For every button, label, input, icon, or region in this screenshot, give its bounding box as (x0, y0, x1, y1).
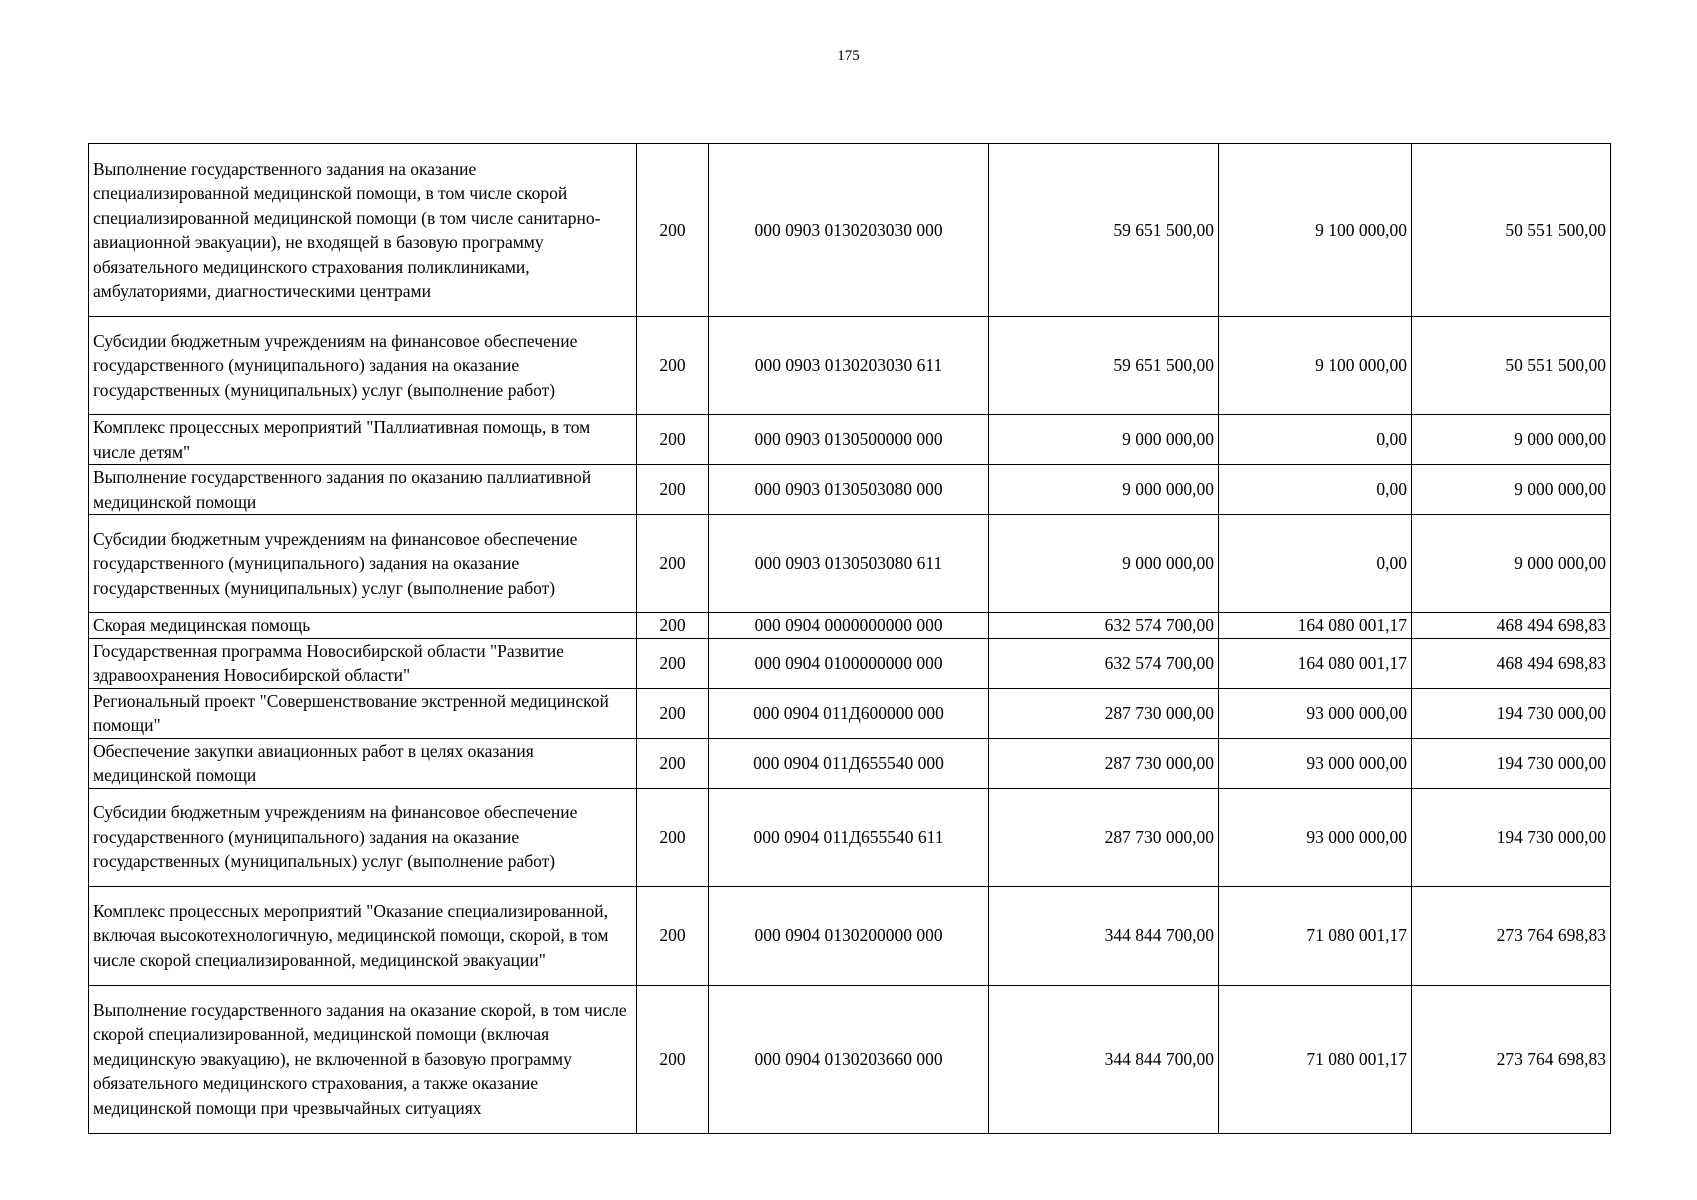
row-code: 200 (637, 738, 709, 788)
table-row (89, 144, 1611, 317)
row-executed: 164 080 001,17 (1219, 638, 1412, 688)
row-name: Скорая медицинская помощь (89, 613, 637, 639)
table-row (89, 638, 1611, 688)
row-unexecuted: 9 000 000,00 (1412, 515, 1611, 613)
table-row (89, 886, 1611, 985)
row-approved: 9 000 000,00 (989, 465, 1219, 515)
row-approved: 344 844 700,00 (989, 886, 1219, 985)
row-kbk: 000 0904 0000000000 000 (709, 613, 989, 639)
row-unexecuted: 273 764 698,83 (1412, 985, 1611, 1133)
row-approved: 9 000 000,00 (989, 515, 1219, 613)
row-unexecuted: 9 000 000,00 (1412, 415, 1611, 465)
row-approved: 632 574 700,00 (989, 638, 1219, 688)
row-executed: 0,00 (1219, 415, 1412, 465)
row-code: 200 (637, 985, 709, 1133)
table-row (89, 738, 1611, 788)
row-approved: 287 730 000,00 (989, 688, 1219, 738)
row-kbk: 000 0903 0130203030 611 (709, 317, 989, 415)
table-row (89, 688, 1611, 738)
row-code: 200 (637, 515, 709, 613)
row-unexecuted: 9 000 000,00 (1412, 465, 1611, 515)
row-unexecuted: 468 494 698,83 (1412, 613, 1611, 639)
row-name: Комплекс процессных мероприятий "Паллиативная помощь, в том числе детям" (89, 415, 637, 465)
row-unexecuted: 50 551 500,00 (1412, 317, 1611, 415)
row-kbk: 000 0904 011Д655540 611 (709, 788, 989, 886)
row-approved: 59 651 500,00 (989, 144, 1219, 317)
row-approved: 344 844 700,00 (989, 985, 1219, 1133)
row-name: Выполнение государственного задания на оказание специализированной медицинской помощи, в том числе скорой специализированной медицинской помощи (в том числе санитарно-авиационной эвакуации), не входящей в базовую программу обязательного медицинского страхования поликлиниками, амбулаториями, диагностическими центрами (89, 144, 637, 317)
table-row (89, 317, 1611, 415)
row-executed: 71 080 001,17 (1219, 985, 1412, 1133)
row-unexecuted: 468 494 698,83 (1412, 638, 1611, 688)
row-name: Выполнение государственного задания по оказанию паллиативной медицинской помощи (89, 465, 637, 515)
row-approved: 59 651 500,00 (989, 317, 1219, 415)
row-kbk: 000 0903 0130203030 000 (709, 144, 989, 317)
table-row (89, 985, 1611, 1133)
row-kbk: 000 0904 0100000000 000 (709, 638, 989, 688)
row-executed: 9 100 000,00 (1219, 317, 1412, 415)
row-unexecuted: 194 730 000,00 (1412, 688, 1611, 738)
row-name: Региональный проект "Совершенствование экстренной медицинской помощи" (89, 688, 637, 738)
row-code: 200 (637, 144, 709, 317)
row-unexecuted: 273 764 698,83 (1412, 886, 1611, 985)
row-executed: 93 000 000,00 (1219, 788, 1412, 886)
row-code: 200 (637, 613, 709, 639)
row-approved: 9 000 000,00 (989, 415, 1219, 465)
row-approved: 287 730 000,00 (989, 738, 1219, 788)
table-row (89, 788, 1611, 886)
row-code: 200 (637, 415, 709, 465)
table-row (89, 515, 1611, 613)
row-code: 200 (637, 465, 709, 515)
table-row (89, 415, 1611, 465)
row-executed: 164 080 001,17 (1219, 613, 1412, 639)
row-name: Субсидии бюджетным учреждениям на финансовое обеспечение государственного (муниципального) задания на оказание государственных (муниципальных) услуг (выполнение работ) (89, 788, 637, 886)
page-number: 175 (837, 48, 860, 64)
row-executed: 93 000 000,00 (1219, 688, 1412, 738)
row-approved: 632 574 700,00 (989, 613, 1219, 639)
row-name: Комплекс процессных мероприятий "Оказание специализированной, включая высокотехнологичную, медицинской помощи, скорой, в том числе скорой специализированной, медицинской эвакуации" (89, 886, 637, 985)
row-executed: 93 000 000,00 (1219, 738, 1412, 788)
row-kbk: 000 0904 011Д600000 000 (709, 688, 989, 738)
row-code: 200 (637, 886, 709, 985)
table-row (89, 613, 1611, 639)
row-name: Субсидии бюджетным учреждениям на финансовое обеспечение государственного (муниципального) задания на оказание государственных (муниципальных) услуг (выполнение работ) (89, 317, 637, 415)
row-name: Государственная программа Новосибирской области "Развитие здравоохранения Новосибирской области" (89, 638, 637, 688)
row-code: 200 (637, 788, 709, 886)
row-kbk: 000 0904 0130200000 000 (709, 886, 989, 985)
row-name: Выполнение государственного задания на оказание скорой, в том числе скорой специализированной, медицинской помощи (включая медицинскую эвакуацию), не включенной в базовую программу обязательного медицинского страхования, а также оказание медицинской помощи при чрезвычайных ситуациях (89, 985, 637, 1133)
row-name: Субсидии бюджетным учреждениям на финансовое обеспечение государственного (муниципального) задания на оказание государственных (муниципальных) услуг (выполнение работ) (89, 515, 637, 613)
row-code: 200 (637, 688, 709, 738)
row-unexecuted: 194 730 000,00 (1412, 788, 1611, 886)
row-code: 200 (637, 638, 709, 688)
row-executed: 0,00 (1219, 515, 1412, 613)
row-kbk: 000 0903 0130503080 000 (709, 465, 989, 515)
row-unexecuted: 194 730 000,00 (1412, 738, 1611, 788)
row-name: Обеспечение закупки авиационных работ в целях оказания медицинской помощи (89, 738, 637, 788)
row-executed: 9 100 000,00 (1219, 144, 1412, 317)
row-executed: 0,00 (1219, 465, 1412, 515)
row-kbk: 000 0904 0130203660 000 (709, 985, 989, 1133)
row-kbk: 000 0903 0130503080 611 (709, 515, 989, 613)
row-code: 200 (637, 317, 709, 415)
row-executed: 71 080 001,17 (1219, 886, 1412, 985)
budget-execution-table (88, 143, 1611, 1134)
table-row (89, 465, 1611, 515)
row-kbk: 000 0903 0130500000 000 (709, 415, 989, 465)
row-unexecuted: 50 551 500,00 (1412, 144, 1611, 317)
row-kbk: 000 0904 011Д655540 000 (709, 738, 989, 788)
row-approved: 287 730 000,00 (989, 788, 1219, 886)
